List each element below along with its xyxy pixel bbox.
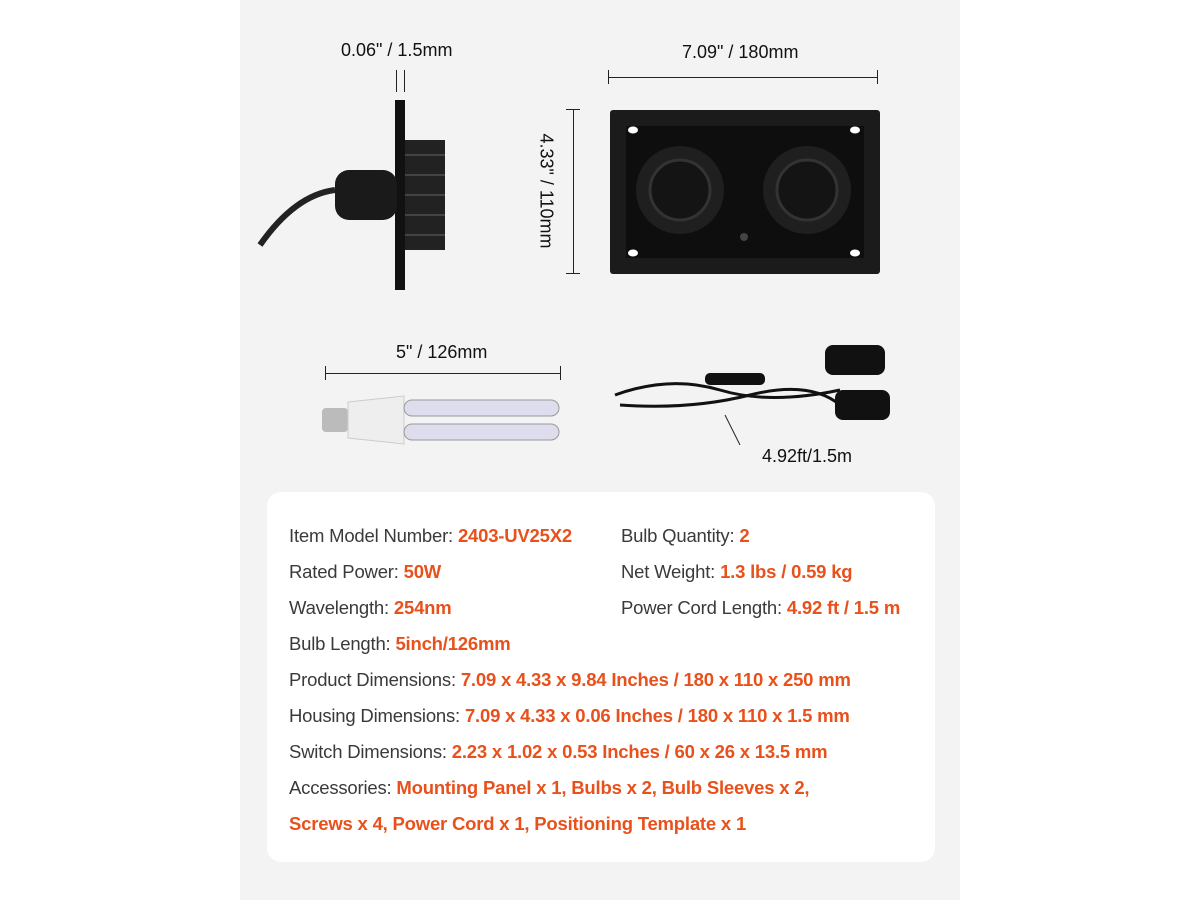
dim-line [608, 77, 878, 78]
dim-tick [396, 70, 397, 92]
dim-tick [877, 70, 878, 84]
holder-thickness-label: 0.06" / 1.5mm [341, 40, 453, 60]
spec-wavelength: Wavelength: 254nm [289, 597, 452, 618]
spec-accessories-continued: Screws x 4, Power Cord x 1, Positioning Template x 1 [289, 813, 747, 834]
dim-tick [404, 70, 405, 92]
dim-tick [566, 273, 580, 274]
spec-net-weight: Net Weight: 1.3 lbs / 0.59 kg [621, 561, 853, 582]
bulb-length-label: 5" / 126mm [396, 342, 488, 362]
spec-switch-dimensions: Switch Dimensions: 2.23 x 1.02 x 0.53 Inches / 60 x 26 x 13.5 mm [289, 741, 828, 762]
dim-tick [325, 366, 326, 380]
mounting-panel-image [610, 110, 880, 274]
cord-length-label: 4.92ft/1.5m [762, 446, 853, 466]
dim-tick [566, 109, 580, 110]
panel-width-label: 7.09" / 180mm [682, 42, 799, 62]
dim-line [573, 109, 574, 273]
dim-tick [560, 366, 561, 380]
spec-bulb-quantity: Bulb Quantity: 2 [621, 525, 750, 546]
uv-bulb-image [322, 390, 567, 450]
power-cord-image [610, 335, 900, 445]
panel-height-label: 4.33" / 110mm [536, 133, 557, 249]
spec-model: Item Model Number: 2403-UV25X2 [289, 525, 572, 546]
spec-housing-dimensions: Housing Dimensions: 7.09 x 4.33 x 0.06 Inches / 180 x 110 x 1.5 mm [289, 705, 850, 726]
socket-side-image [255, 95, 465, 295]
spec-bulb-length: Bulb Length: 5inch/126mm [289, 633, 511, 654]
spec-product-dimensions: Product Dimensions: 7.09 x 4.33 x 9.84 Inches / 180 x 110 x 250 mm [289, 669, 851, 690]
dim-tick [608, 70, 609, 84]
spec-accessories: Accessories: Mounting Panel x 1, Bulbs x 2, Bulb Sleeves x 2, [289, 777, 810, 798]
dim-line [325, 373, 561, 374]
spec-rated-power: Rated Power: 50W [289, 561, 442, 582]
spec-power-cord-length: Power Cord Length: 4.92 ft / 1.5 m [621, 597, 901, 618]
